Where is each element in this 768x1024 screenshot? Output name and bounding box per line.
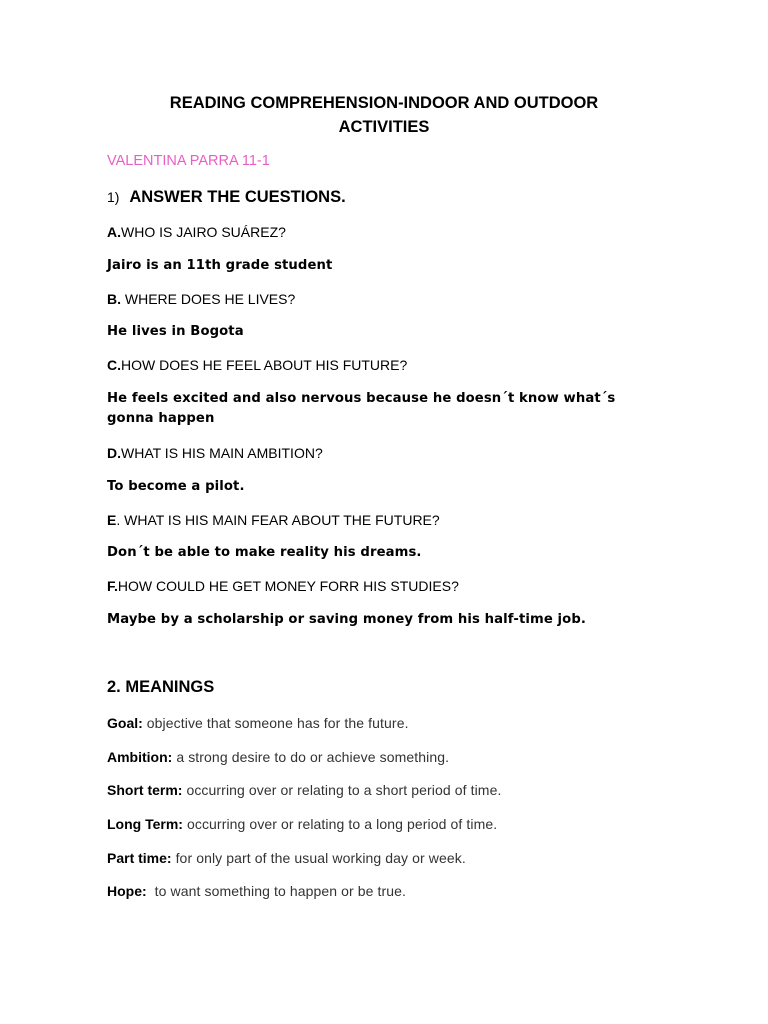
document-title: READING COMPREHENSION-INDOOR AND OUTDOOR ACTIVITIES: [169, 94, 599, 136]
question-d: [107, 444, 323, 462]
question-a: [107, 223, 286, 241]
section-1-heading: [107, 188, 346, 206]
question-e: [107, 511, 440, 529]
answer-f: Maybe by a scholarship or saving money from his half-time job.: [107, 612, 586, 627]
meaning-goal: [107, 714, 409, 732]
section-2-heading: 2. MEANINGS: [107, 678, 215, 696]
author-name: VALENTINA PARRA 11-1: [107, 153, 270, 169]
meaning-term: Goal:: [107, 715, 143, 731]
question-prefix: A.: [107, 224, 121, 240]
question-text: WHO IS JAIRO SUÁREZ?: [121, 224, 286, 240]
meaning-term: Part time:: [107, 850, 172, 866]
question-c: [107, 356, 407, 374]
section-1-number: 1): [107, 189, 120, 205]
meaning-ambition: [107, 748, 449, 766]
meaning-definition: a strong desire to do or achieve something.: [172, 749, 450, 765]
question-text: WHAT IS HIS MAIN AMBITION?: [121, 445, 323, 461]
answer-c: He feels excited and also nervous because he doesn´t know what´s gonna happen: [107, 391, 616, 426]
question-prefix: D.: [107, 445, 121, 461]
meaning-long-term: [107, 815, 497, 833]
meaning-term: Hope:: [107, 883, 147, 899]
meaning-term: Short term:: [107, 782, 183, 798]
question-prefix: F.: [107, 578, 118, 594]
meaning-term: Long Term:: [107, 816, 183, 832]
question-text: WHERE DOES HE LIVES?: [121, 291, 296, 307]
question-text: . WHAT IS HIS MAIN FEAR ABOUT THE FUTURE?: [116, 512, 440, 528]
meaning-short-term: [107, 781, 501, 799]
section-1-title: ANSWER THE CUESTIONS.: [129, 188, 346, 206]
meaning-definition: occurring over or relating to a short period of time.: [182, 782, 502, 798]
meaning-definition: to want something to happen or be true.: [146, 883, 407, 899]
question-text: HOW COULD HE GET MONEY FORR HIS STUDIES?: [117, 578, 459, 594]
answer-d: To become a pilot.: [107, 479, 245, 494]
question-f: [107, 577, 459, 595]
meaning-definition: objective that someone has for the future.: [142, 715, 409, 731]
question-text: HOW DOES HE FEEL ABOUT HIS FUTURE?: [121, 357, 408, 373]
meaning-term: Ambition:: [107, 749, 173, 765]
meaning-definition: occurring over or relating to a long period of time.: [182, 816, 498, 832]
question-prefix: B.: [107, 291, 121, 307]
question-b: [107, 290, 295, 308]
meaning-part-time: [107, 849, 466, 867]
question-prefix: E: [107, 512, 117, 528]
answer-e: Don´t be able to make reality his dreams.: [107, 545, 422, 560]
meaning-hope: [107, 882, 406, 900]
answer-a: Jairo is an 11th grade student: [107, 258, 333, 273]
meaning-definition: for only part of the usual working day or week.: [171, 850, 466, 866]
answer-b: He lives in Bogota: [107, 324, 244, 339]
question-prefix: C.: [107, 357, 121, 373]
